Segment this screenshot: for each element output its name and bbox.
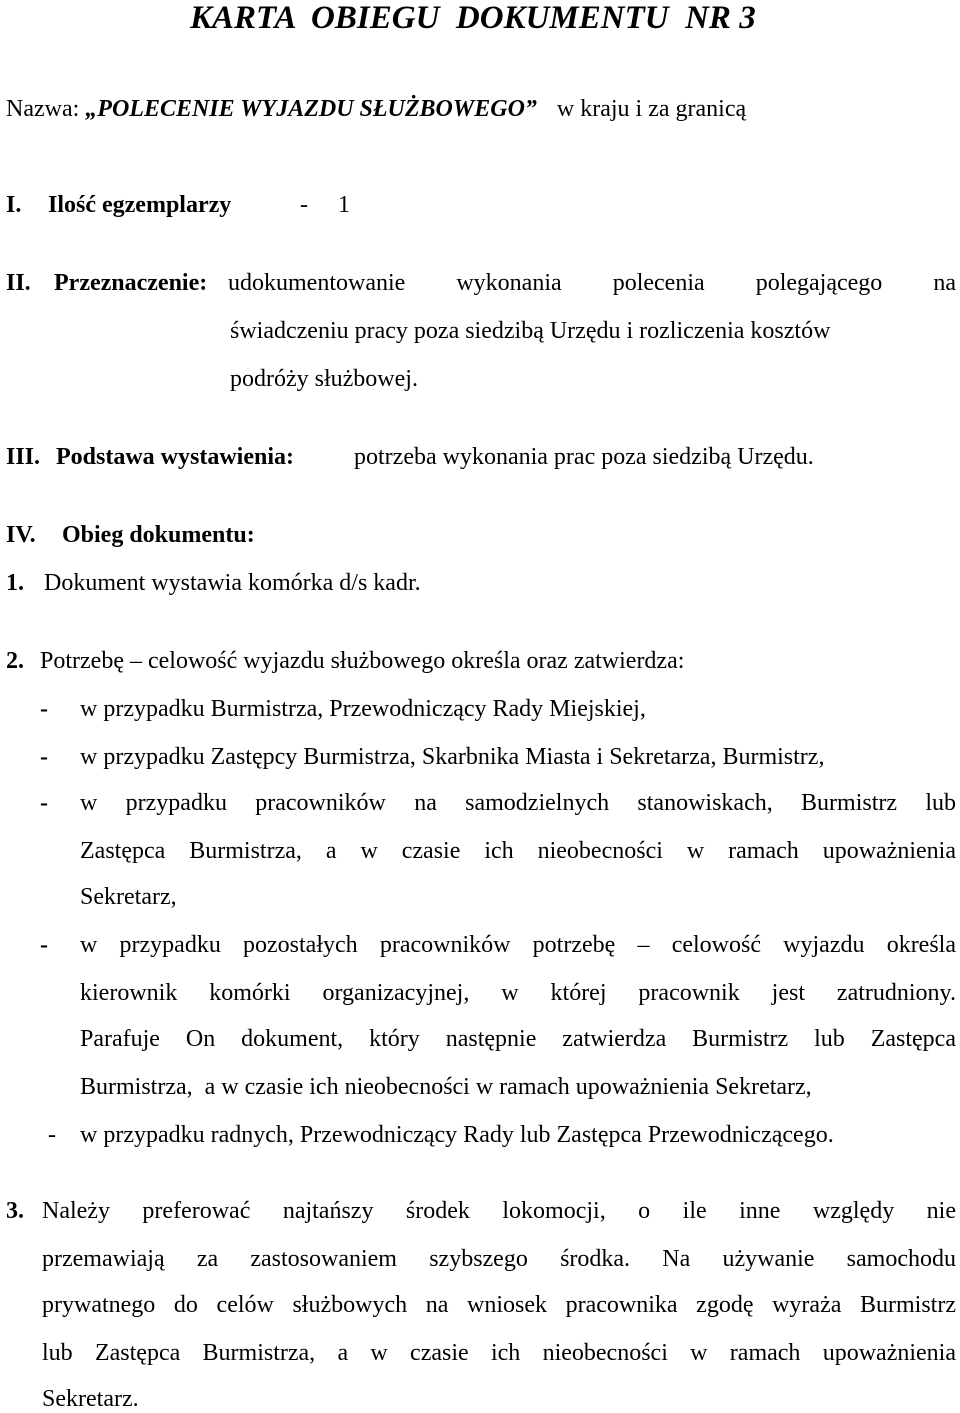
section-2-text-line-1: udokumentowanie wykonania polecenia polegającego na (228, 270, 956, 296)
item-2-bullet-3-line-2: Zastępca Burmistrza, a w czasie ich nieobecności w ramach upoważnienia (80, 838, 956, 864)
item-2-bullet-4-line-3: Parafuje On dokument, który następnie zatwierdza Burmistrz lub Zastępca (80, 1026, 956, 1052)
item-2-number: 2. (6, 648, 24, 674)
item-2-intro: Potrzebę – celowość wyjazdu służbowego określa oraz zatwierdza: (40, 648, 685, 674)
section-3-value: potrzeba wykonania prac poza siedzibą Urzędu. (354, 444, 814, 470)
section-2-text-line-2: świadczeniu pracy poza siedzibą Urzędu i rozliczenia kosztów (230, 318, 831, 344)
item-2-bullet-4-line-1: w przypadku pozostałych pracowników potrzebę – celowość wyjazdu określa (80, 932, 956, 958)
item-2-bullet-2: w przypadku Zastępcy Burmistrza, Skarbnika Miasta i Sekretarza, Burmistrz, (80, 744, 825, 770)
page-title: KARTA OBIEGU DOKUMENTU NR 3 (190, 0, 756, 36)
bullet-dash: - (40, 744, 48, 770)
item-2-bullet-5: w przypadku radnych, Przewodniczący Rady lub Zastępca Przewodniczącego. (80, 1122, 834, 1148)
item-1-text: Dokument wystawia komórka d/s kadr. (44, 570, 421, 596)
document-name-line (6, 96, 746, 123)
bullet-dash: - (48, 1122, 56, 1148)
item-2-bullet-3-line-3: Sekretarz, (80, 884, 177, 910)
section-3-number: III. (6, 444, 41, 470)
item-3-line-3: prywatnego do celów służbowych na wniosek pracownika zgodę wyraża Burmistrz (42, 1292, 956, 1318)
section-1-value: 1 (338, 192, 350, 218)
item-3-line-5: Sekretarz. (42, 1386, 139, 1412)
item-2-bullet-1: w przypadku Burmistrza, Przewodniczący Rady Miejskiej, (80, 696, 646, 722)
name-suffix: w kraju i za granicą (556, 96, 747, 122)
section-1-label: Ilość egzemplarzy (48, 192, 232, 218)
item-3-line-2: przemawiają za zastosowaniem szybszego środka. Na używanie samochodu (42, 1246, 956, 1272)
section-4-number: IV. (6, 522, 36, 548)
section-1-number: I. (6, 192, 22, 218)
item-3-line-1: Należy preferować najtańszy środek lokomocji, o ile inne względy nie (42, 1198, 956, 1224)
item-2-bullet-3-line-1: w przypadku pracowników na samodzielnych stanowiskach, Burmistrz lub (80, 790, 956, 816)
section-2-label: Przeznaczenie: (54, 270, 208, 296)
item-2-bullet-4-line-2: kierownik komórki organizacyjnej, w której pracownik jest zatrudniony. (80, 980, 956, 1006)
bullet-dash: - (40, 790, 48, 816)
bullet-dash: - (40, 696, 48, 722)
section-4-label: Obieg dokumentu: (62, 522, 255, 548)
item-3-line-4: lub Zastępca Burmistrza, a w czasie ich nieobecności w ramach upoważnienia (42, 1340, 956, 1366)
section-1-dash: - (300, 192, 308, 218)
item-3-number: 3. (6, 1198, 24, 1224)
item-2-bullet-4-line-4: Burmistrza, a w czasie ich nieobecności w ramach upoważnienia Sekretarz, (80, 1074, 812, 1100)
document-name: „POLECENIE WYJAZDU SŁUŻBOWEGO” (85, 96, 537, 122)
section-2-number: II. (6, 270, 31, 296)
section-3-label: Podstawa wystawienia: (56, 444, 294, 470)
section-2-text-line-3: podróży służbowej. (230, 366, 418, 392)
bullet-dash: - (40, 932, 48, 958)
item-1-number: 1. (6, 570, 24, 596)
name-label: Nazwa: (6, 96, 80, 122)
